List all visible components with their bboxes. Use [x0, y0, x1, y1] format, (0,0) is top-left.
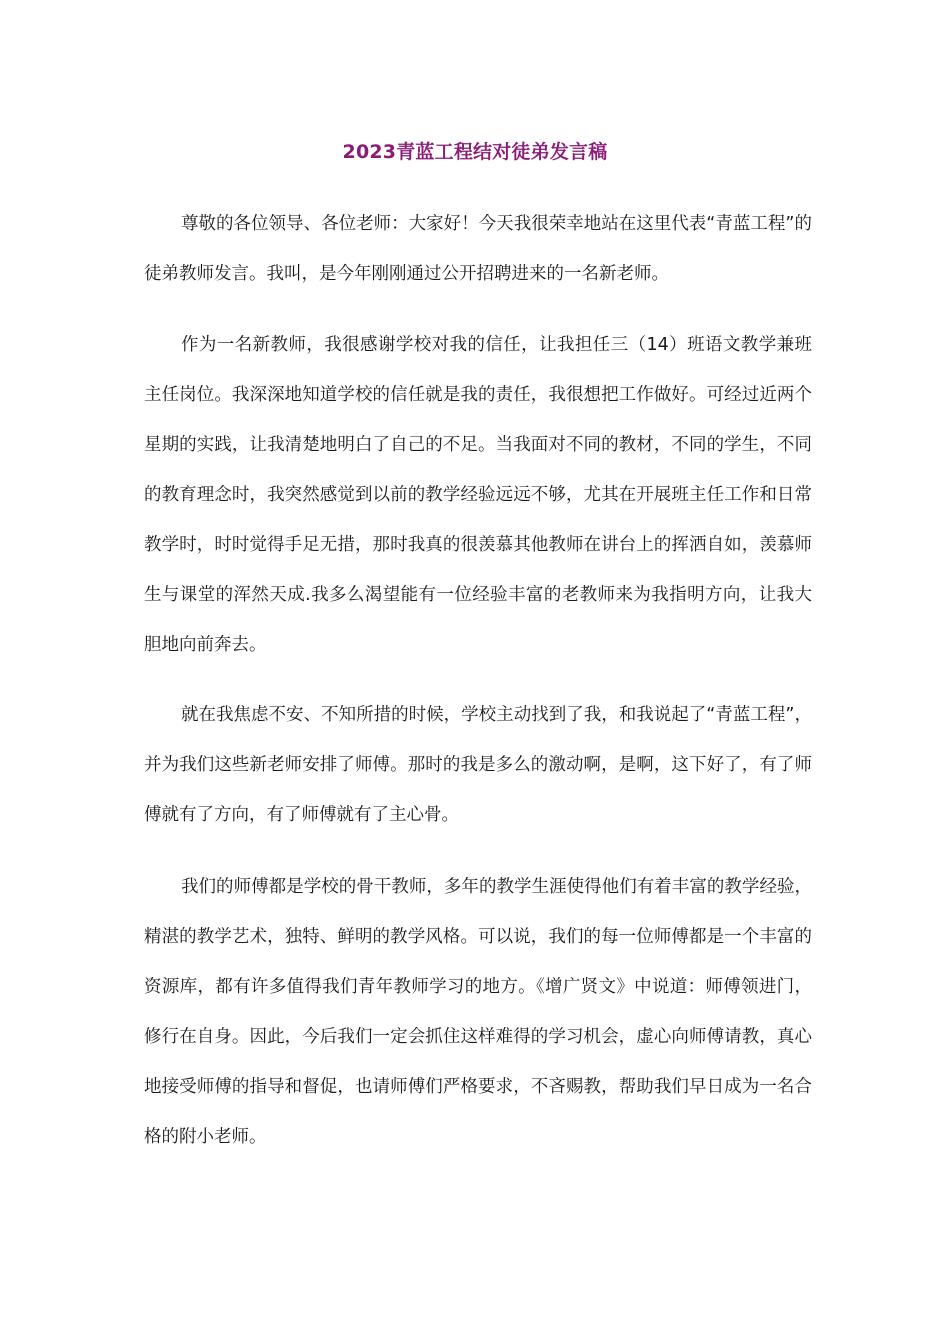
paragraph-qinglan-project: 就在我焦虑不安、不知所措的时候，学校主动找到了我，和我说起了“青蓝工程”，并为我们这些新老师安排了师傅。那时的我是多么的激动啊，是啊，这下好了，有了师傅就有了方向，有了师傅就有了主心骨。 — [144, 705, 812, 825]
paragraph-mentors: 我们的师傅都是学校的骨干教师，多年的教学生涯使得他们有着丰富的教学经验，精湛的教学艺术，独特、鲜明的教学风格。可以说，我们的每一位师傅都是一个丰富的资源库，都有许多值得我们青年教师学习的地方。《增广贤文》中说道：师傅领进门，修行在自身。因此，今后我们一定会抓住这样难得的学习机会，虚心向师傅请教，真心地接受师傅的指导和督促，也请师傅们严格要求，不吝赐教，帮助我们早日成为一名合格的附小老师。 — [144, 877, 812, 1147]
page-title: 2023青蓝工程结对徒弟发言稿 — [342, 141, 608, 163]
paragraph-greeting: 尊敬的各位领导、各位老师：大家好！今天我很荣幸地站在这里代表“青蓝工程”的徒弟教师发言。我叫，是今年刚刚通过公开招聘进来的一名新老师。 — [144, 214, 812, 284]
paragraph-new-teacher: 作为一名新教师，我很感谢学校对我的信任，让我担任三（14）班语文教学兼班主任岗位。我深深地知道学校的信任就是我的责任，我很想把工作做好。可经过近两个星期的实践，让我清楚地明白了自己的不足。当我面对不同的教材，不同的学生，不同的教育理念时，我突然感觉到以前的教学经验远远不够，尤其在开展班主任工作和日常教学时，时时觉得手足无措，那时我真的很羡慕其他教师在讲台上的挥洒自如，羡慕师生与课堂的浑然天成.我多么渴望能有一位经验丰富的老教师来为我指明方向，让我大胆地向前奔去。 — [144, 335, 812, 655]
